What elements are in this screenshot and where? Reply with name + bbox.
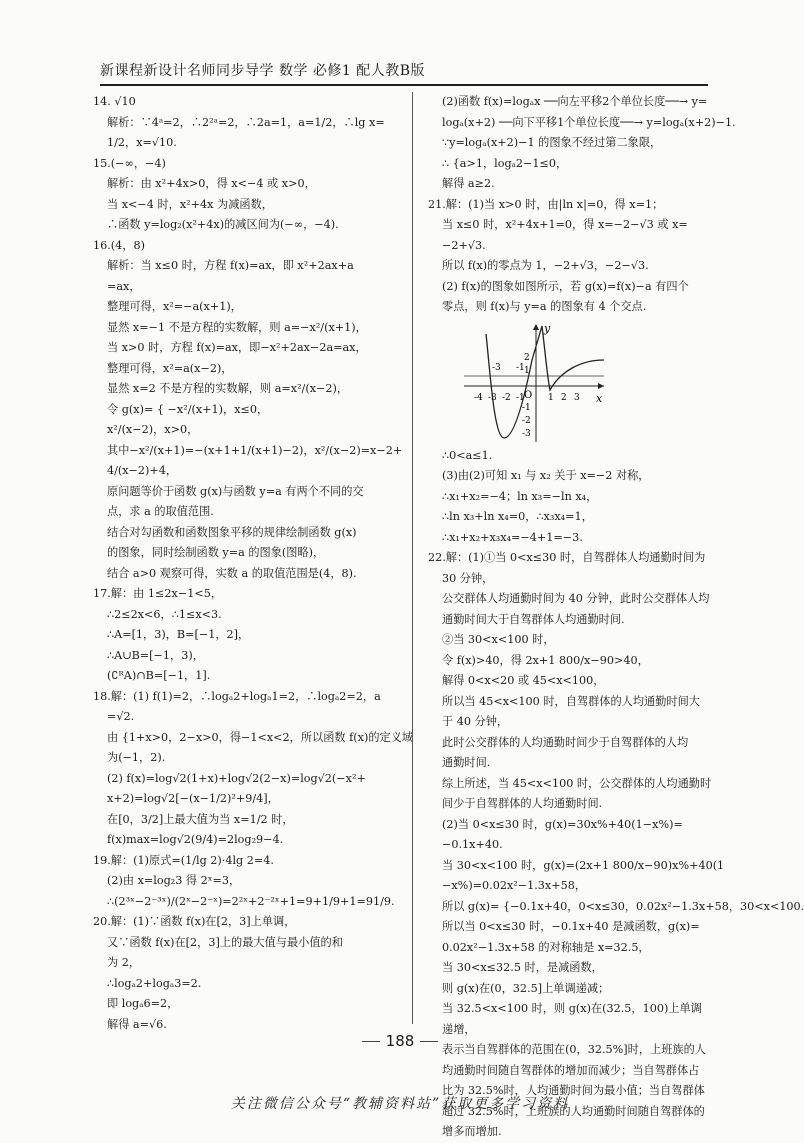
text-line: 所以当 45<x<100 时，自驾群体的人均通勤时间大: [442, 694, 700, 708]
text-line: ∴函数 y=log₂(x²+4x)的减区间为(−∞，−4).: [107, 218, 339, 231]
text-line: 当 30<x<100 时，g(x)=(2x+1 800/x−90)x%+40(1: [442, 858, 725, 872]
footer-watermark: 关注微信公众号“教辅资料站”获取更多学习资料: [230, 1096, 570, 1112]
text-line: 综上所述，当 45<x<100 时，公交群体的人均通勤时: [442, 776, 712, 790]
text-line: 当 32.5<x<100 时，则 g(x)在(32.5，100)上单调: [442, 1002, 702, 1015]
text-line: ∴A∪B=[−1，3)，: [107, 648, 204, 662]
text-line: ∴(2³ˣ−2⁻³ˣ)/(2ˣ−2⁻ˣ)=2²ˣ+2⁻²ˣ+1=9+1/9+1=91/9.: [107, 894, 395, 908]
text-line: 在[0，3/2]上最大值为当 x=1/2 时，: [107, 812, 294, 826]
y-axis-label: y: [544, 321, 551, 335]
text-line: ②当 30<x<100 时，: [442, 633, 555, 646]
text-line: f(x)max=log√2(9/4)=2log₂9−4.: [107, 833, 284, 846]
text-line: 15.(−∞，−4): [93, 156, 166, 170]
y-tick-label: -3: [522, 428, 531, 439]
x-axis-arrow: [598, 383, 604, 389]
text-line: (3)由(2)可知 x₁ 与 x₂ 关于 x=−2 对称，: [442, 469, 650, 482]
text-line: 超过 32.5%时，上班族的人均通勤时间随自驾群体的: [442, 1104, 705, 1118]
text-line: ∴0<a≤1.: [442, 448, 493, 462]
text-line: 30 分钟，: [442, 571, 494, 585]
text-line: 19.解：(1)原式=(1/lg 2)·4lg 2=4.: [93, 853, 274, 867]
text-line: 解得 a≥2.: [442, 177, 495, 190]
text-line: 0.02x²−1.3x+58 的对称轴是 x=32.5，: [442, 940, 650, 954]
x-tick-label: -1: [516, 392, 525, 403]
text-line: x²/(x−2)，x>0，: [107, 423, 199, 436]
column-divider: [412, 92, 413, 1024]
text-line: ∴logₐ2+logₐ3=2.: [107, 976, 202, 990]
text-line: 20.解：(1)∵函数 f(x)在[2，3]上单调，: [93, 915, 296, 928]
text-line: 均通勤时间随自驾群体的增加而减少；当自驾群体占: [442, 1063, 700, 1077]
function-graph: [464, 320, 713, 444]
upper-tick-label: -1: [516, 362, 525, 373]
right-column-top: [428, 92, 736, 318]
right-column-bottom: [428, 446, 804, 1143]
x-tick-label: 3: [574, 392, 580, 403]
x-tick-label: -4: [474, 392, 483, 403]
text-line: 令 f(x)>40，得 2x+1 800/x−90>40，: [442, 653, 649, 667]
text-line: 所以 f(x)的零点为 1，−2+√3，−2−√3.: [442, 259, 649, 272]
text-line: ∴x₁+x₂=−4；ln x₃=−ln x₄，: [442, 489, 598, 503]
text-line: 于 40 分钟，: [442, 715, 509, 728]
text-line: 显然 x=−1 不是方程的实数解，则 a=−x²/(x+1)，: [107, 320, 367, 334]
text-line: 原问题等价于函数 g(x)与函数 y=a 有两个不同的交: [107, 484, 364, 498]
text-line: 增多而增加.: [442, 1125, 502, 1138]
text-line: 则 g(x)在(0，32.5]上单调递减；: [442, 981, 610, 995]
text-line: 解得 a=√6.: [107, 1017, 167, 1031]
text-line: 公交群体人均通勤时间为 40 分钟，此时公交群体人均: [442, 592, 710, 605]
text-line: −x%)=0.02x²−1.3x+58，: [442, 879, 587, 892]
text-line: −2+√3.: [442, 238, 486, 252]
text-line: 此时公交群体的人均通勤时间少于自驾群体的人均: [442, 735, 689, 749]
text-line: 22.解：(1)①当 0<x≤30 时，自驾群体人均通勤时间为: [428, 551, 706, 564]
text-line: 的图象，同时绘制函数 y=a 的图象(图略)，: [107, 546, 325, 559]
text-line: 当 x<−4 时，x²+4x 为减函数，: [107, 197, 273, 211]
text-line: 17.解：由 1≤2x−1<5，: [93, 587, 223, 600]
text-line: 为(−1，2).: [107, 751, 166, 764]
text-line: 又∵函数 f(x)在[2，3]上的最大值与最小值的和: [107, 935, 343, 949]
text-line: 当 30<x≤32.5 时，是减函数，: [442, 961, 603, 974]
page-number: 188: [350, 1032, 450, 1050]
text-line: ∴x₁+x₂+x₃x₄=−4+1=−3.: [442, 530, 583, 544]
text-line: 间少于自驾群体的人均通勤时间.: [442, 797, 603, 810]
text-line: 所以 g(x)= {−0.1x+40，0<x≤30，0.02x²−1.3x+58，30<x<100.: [442, 899, 804, 913]
text-line: ∴ln x₃+ln x₄=0，∴x₃x₄=1，: [442, 510, 593, 523]
text-line: 18.解：(1) f(1)=2，∴logₐ2+logₐ1=2，∴logₐ2=2，a: [93, 689, 381, 703]
text-line: 14. √10: [93, 95, 136, 108]
text-line: 比为 32.5%时，人均通勤时间为最小值；当自驾群体: [442, 1084, 705, 1097]
text-line: 解析：当 x≤0 时，方程 f(x)=ax，即 x²+2ax+a: [107, 259, 354, 272]
text-line: −0.1x+40.: [442, 838, 503, 851]
y-axis-arrow: [533, 324, 539, 330]
text-line: 即 logₐ6=2，: [107, 997, 179, 1010]
right-column: [428, 92, 804, 1143]
upper-tick-label: -3: [492, 362, 501, 373]
text-line: 结合 a>0 观察可得，实数 a 的取值范围是(4，8).: [107, 566, 357, 580]
graph-svg: [464, 320, 614, 444]
text-line: ∴ {a>1，logₐ2−1≤0，: [442, 156, 568, 170]
text-line: 当 x>0 时，方程 f(x)=ax，即−x²+2ax−2a=ax，: [107, 341, 367, 354]
y-tick-label: 2: [524, 352, 530, 363]
text-line: 表示当自驾群体的范围在(0，32.5%]时，上班族的人: [442, 1043, 706, 1056]
x-tick-label: 1: [548, 392, 554, 403]
text-line: 4/(x−2)+4，: [107, 464, 178, 477]
text-line: ∴2≤2x<6，∴1≤x<3.: [107, 607, 222, 621]
text-line: 整理可得，x²=−a(x+1)，: [107, 300, 242, 313]
text-line: 由 {1+x>0，2−x>0，得−1<x<2，所以函数 f(x)的定义域: [107, 730, 414, 744]
text-line: 解析：∵4ᵃ=2，∴2²ᵃ=2，∴2a=1，a=1/2，∴lg x=: [107, 115, 385, 129]
text-line: 点，求 a 的取值范围.: [107, 505, 214, 518]
text-line: =√2.: [107, 710, 135, 723]
text-line: 1/2，x=√10.: [107, 136, 177, 149]
y-tick-label: -1: [522, 402, 531, 413]
text-line: (2)由 x=log₂3 得 2ˣ=3，: [107, 874, 241, 887]
text-line: 结合对勾函数和函数图象平移的规律绘制函数 g(x): [107, 525, 357, 539]
text-line: (2)函数 f(x)=logₐx ──向左平移2个单位长度──→ y=: [442, 95, 708, 108]
text-line: 当 x≤0 时，x²+4x+1=0，得 x=−2−√3 或 x=: [442, 218, 688, 231]
text-line: 零点，则 f(x)与 y=a 的图象有 4 个交点.: [442, 300, 647, 313]
origin-label: O: [524, 389, 533, 401]
text-line: (∁ᴿA)∩B=[−1，1].: [107, 669, 211, 682]
text-line: 所以当 0<x≤30 时，−0.1x+40 是减函数，g(x)=: [442, 920, 700, 933]
text-line: 其中−x²/(x+1)=−(x+1+1/(x+1)−2)，x²/(x−2)=x−2+: [107, 443, 403, 457]
x-tick-label: -3: [488, 392, 497, 403]
x-tick-label: 2: [561, 392, 567, 403]
y-tick-label: -2: [522, 415, 531, 426]
x-axis-label: x: [596, 391, 603, 405]
text-line: 通勤时间大于自驾群体人均通勤时间.: [442, 612, 625, 626]
text-line: (2) f(x)=log√2(1+x)+log√2(2−x)=log√2(−x²+: [107, 771, 366, 785]
left-column: [93, 92, 414, 1035]
text-line: logₐ(x+2) ──向下平移1个单位长度──→ y=logₐ(x+2)−1.: [442, 115, 736, 129]
text-line: 显然 x=2 不是方程的实数解，则 a=x²/(x−2)，: [107, 382, 349, 395]
text-line: =ax，: [107, 279, 141, 293]
text-line: 解得 0<x<20 或 45<x<100，: [442, 674, 605, 687]
text-line: ∵y=logₐ(x+2)−1 的图象不经过第二象限，: [442, 136, 662, 149]
x-tick-label: -2: [502, 392, 511, 403]
text-line: (2) f(x)的图象如图所示，若 g(x)=f(x)−a 有四个: [442, 279, 689, 293]
text-line: 整理可得，x²=a(x−2)，: [107, 361, 233, 375]
text-line: 令 g(x)= { −x²/(x+1)，x≤0，: [107, 402, 269, 416]
text-line: 递增，: [442, 1022, 476, 1036]
log-branch: [532, 326, 604, 390]
text-line: 16.(4，8): [93, 238, 145, 252]
y-tick-label: 1: [524, 365, 530, 376]
text-line: ∴A=[1，3)，B=[−1，2]，: [107, 628, 250, 641]
text-line: 解析：由 x²+4x>0，得 x<−4 或 x>0，: [107, 177, 316, 190]
text-line: 通勤时间.: [442, 756, 491, 769]
text-line: x+2)=log√2[−(x−1/2)²+9/4]，: [107, 792, 279, 805]
text-line: 21.解：(1)当 x>0 时，由|ln x|=0，得 x=1；: [428, 197, 664, 211]
text-line: 为 2，: [107, 956, 141, 969]
text-line: (2)当 0<x≤30 时，g(x)=30x%+40(1−x%)=: [442, 817, 683, 831]
page-header: 新课程新设计名师同步导学 数学 必修1 配人教B版: [100, 60, 708, 86]
